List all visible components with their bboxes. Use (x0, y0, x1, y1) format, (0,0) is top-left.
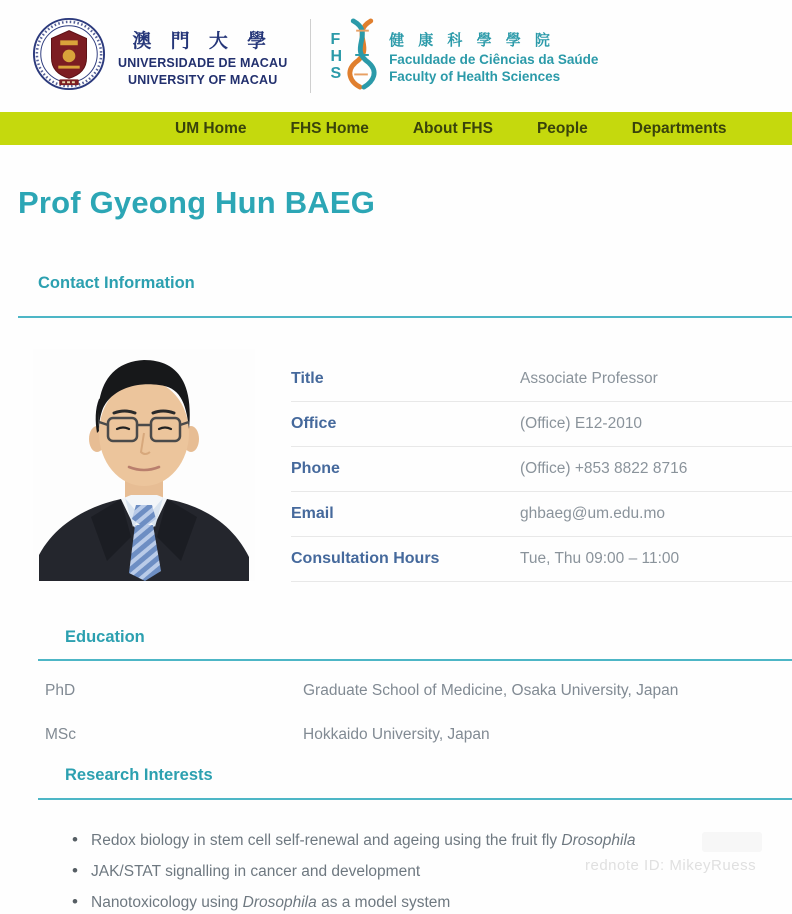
main-nav (0, 112, 792, 145)
contact-value: (Office) +853 8822 8716 (520, 460, 688, 477)
table-row (291, 537, 792, 582)
section-rule (18, 316, 792, 318)
fhs-letters: F H S (330, 30, 343, 82)
contact-label: Title (291, 370, 324, 387)
list-item: • JAK/STAT signalling in cancer and development (18, 861, 792, 883)
contact-label: Email (291, 505, 334, 522)
table-row (291, 492, 792, 537)
nav-item-departments[interactable]: Departments (631, 119, 727, 137)
institution-value: Hokkaido University, Japan (303, 726, 490, 743)
um-name-english: UNIVERSITY OF MACAU (128, 72, 278, 87)
fhs-name-chinese: 健 康 科 學 學 院 (389, 31, 555, 49)
section-rule (38, 659, 792, 661)
list-item: • Redox biology in stem cell self-renewal and ageing using the fruit fly Drosophila (18, 830, 792, 852)
degree-label: PhD (45, 682, 76, 699)
um-seal-icon (32, 17, 106, 96)
profile-photo (33, 349, 255, 581)
table-row (18, 722, 792, 748)
watermark-ghost-box (702, 832, 762, 852)
contact-table (291, 349, 792, 582)
degree-label: MSc (45, 726, 76, 743)
list-item: • Nanotoxicology using Drosophila as a model system (18, 892, 792, 914)
site-header (0, 0, 792, 112)
um-name-portuguese: UNIVERSIDADE DE MACAU (118, 55, 288, 70)
contact-label: Consultation Hours (291, 550, 440, 567)
um-logo-block[interactable] (32, 17, 288, 96)
contact-email-value: ghbaeg@um.edu.mo (520, 505, 665, 522)
contact-label: Phone (291, 460, 340, 477)
fhs-name-english: Faculty of Health Sciences (389, 68, 561, 84)
watermark: rednote ID: MikeyRuess (585, 857, 757, 874)
nav-item-about-fhs[interactable]: About FHS (412, 119, 493, 137)
table-row (291, 402, 792, 447)
fhs-name-portuguese: Faculdade de Ciências da Saúde (389, 51, 599, 67)
dna-helix-icon (345, 18, 379, 95)
um-name-chinese: 澳 門 大 學 (132, 30, 274, 52)
section-rule (38, 798, 792, 800)
profile-content (0, 185, 792, 914)
nav-item-fhs-home[interactable]: FHS Home (290, 119, 369, 137)
contact-value: Associate Professor (520, 370, 658, 387)
table-row (291, 447, 792, 492)
page-title: Prof Gyeong Hun BAEG (18, 185, 376, 220)
nav-item-um-home[interactable]: UM Home (175, 119, 247, 137)
research-interests-heading: Research Interests (65, 766, 213, 784)
header-divider (310, 19, 311, 93)
contact-value: Tue, Thu 09:00 – 11:00 (520, 550, 680, 567)
education-table (18, 678, 792, 748)
fhs-logo-block[interactable] (331, 18, 599, 95)
table-row (291, 357, 792, 402)
table-row (18, 678, 792, 704)
institution-value: Graduate School of Medicine, Osaka University, Japan (303, 682, 679, 699)
education-heading: Education (65, 628, 145, 646)
contact-value: (Office) E12-2010 (520, 415, 643, 432)
contact-label: Office (291, 415, 337, 432)
contact-information-heading: Contact Information (38, 274, 195, 292)
nav-item-people[interactable]: People (536, 119, 588, 137)
